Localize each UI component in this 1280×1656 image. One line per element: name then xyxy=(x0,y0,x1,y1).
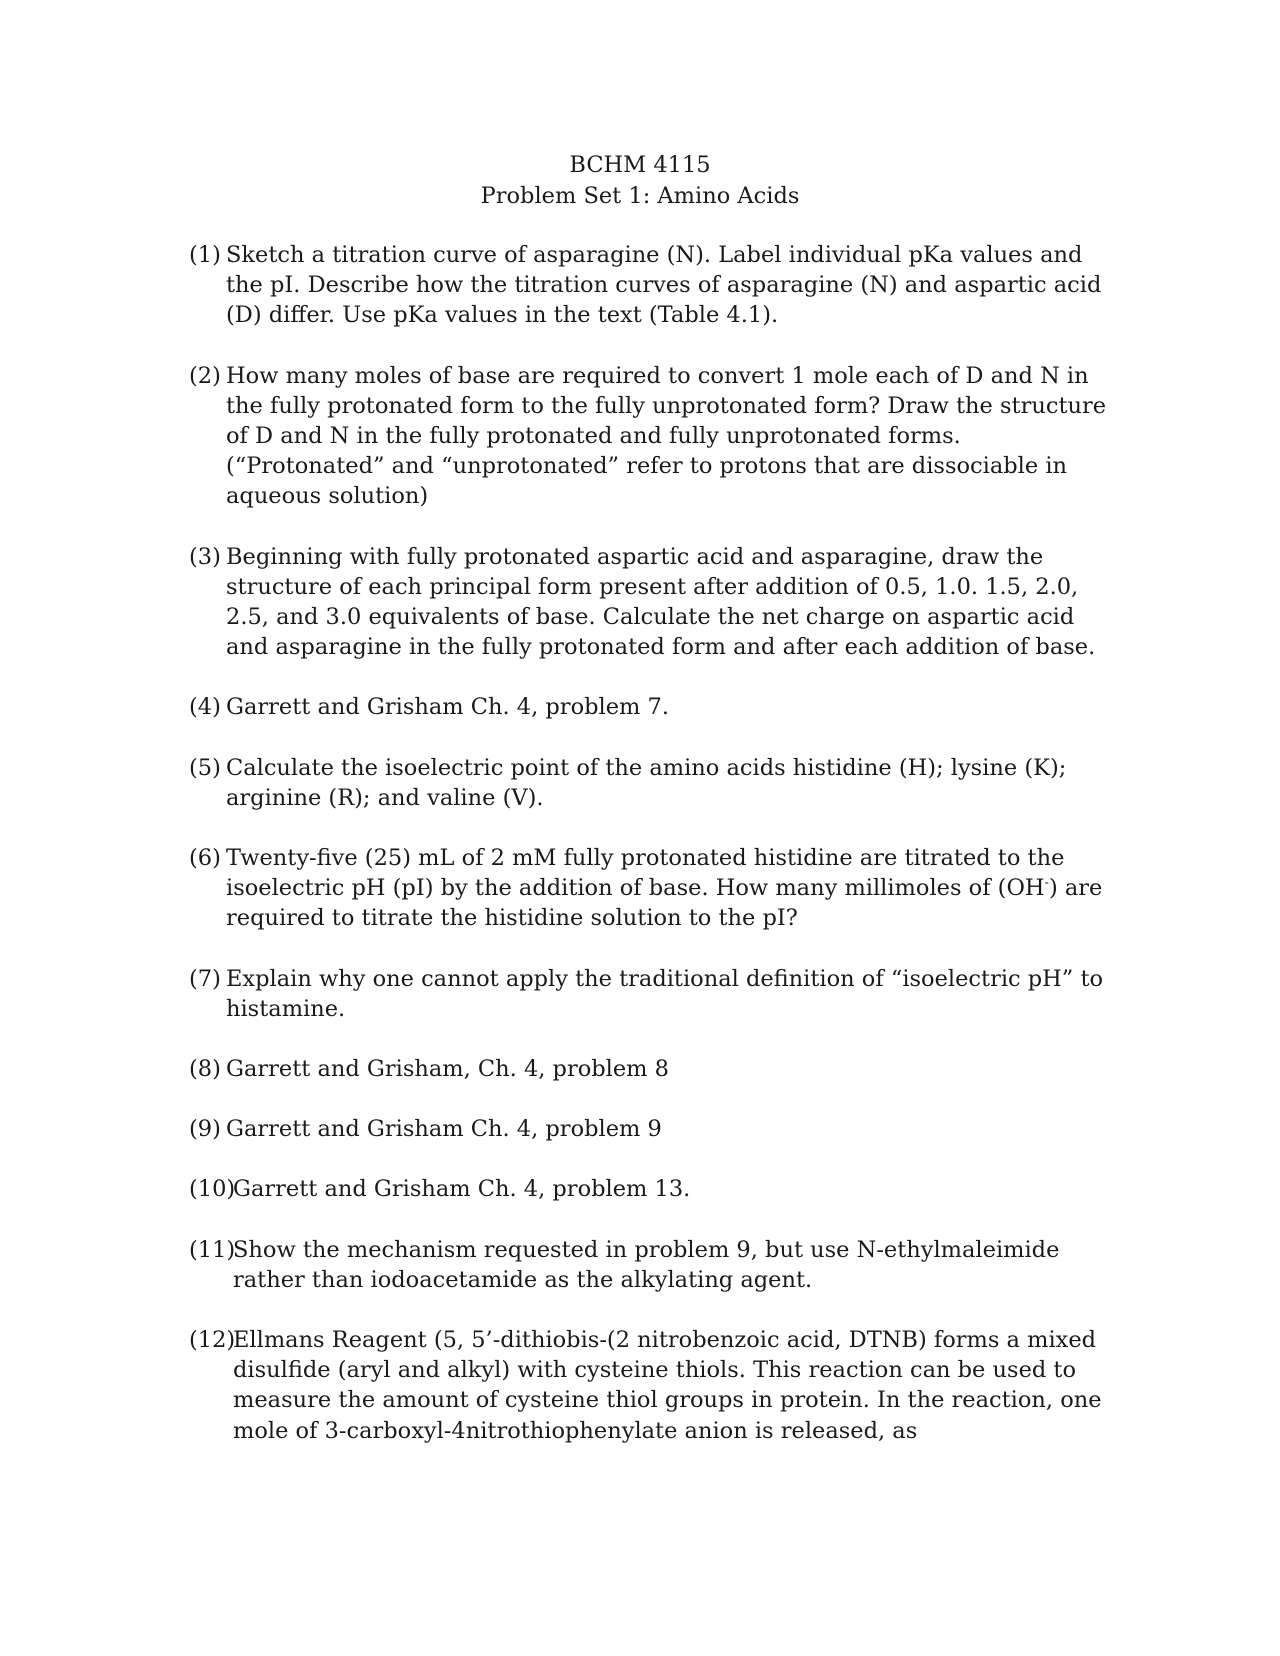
problem-item xyxy=(189,1325,1109,1446)
problem-item xyxy=(189,1114,1109,1144)
problem-item xyxy=(189,1235,1109,1295)
problem-text: Ellmans Reagent (5, 5’-dithiobis-(2 nitrobenzoic acid, DTNB) forms a mixed disulfide (aryl and alkyl) with cysteine thiols. This reaction can be used to measure the amount of cysteine thiol groups in protein. In the reaction, one mole of 3-carboxyl-4nitrothiophenylate anion is released, as xyxy=(233,1327,1102,1444)
problem-item xyxy=(189,753,1109,813)
problem-number: (12) xyxy=(189,1327,236,1354)
problem-text: Garrett and Grisham Ch. 4, problem 13. xyxy=(233,1176,691,1203)
problem-text: Garrett and Grisham Ch. 4, problem 9 xyxy=(226,1116,662,1143)
problem-text: Beginning with fully protonated aspartic acid and asparagine, draw the structure of each principal form present after addition of 0.5, 1.0. 1.5, 2.0, 2.5, and 3.0 equivalents of base. Calculate the net charge on aspartic acid and asparagine in the fully protonated form and after each addition of base. xyxy=(226,543,1096,661)
problem-item xyxy=(189,240,1109,331)
problem-item xyxy=(189,1054,1109,1084)
problem-text: How many moles of base are required to convert 1 mole each of D and N in the fully protonated form to the fully unprotonated form? Draw the structure of D and N in the fully protonated and fully unprotonated forms. (“Protonated” and “unprotonated” refer to protons that are dissociable in aqueous solution) xyxy=(226,362,1107,510)
problem-text-part: Twenty-five (25) mL of 2 mM fully protonated histidine are titrated to the isoelectric pH (pI) by the addition of base. How many millimoles of (OH xyxy=(226,845,1065,902)
problem-text: Garrett and Grisham Ch. 4, problem 7. xyxy=(226,694,669,721)
problem-item xyxy=(189,542,1109,663)
problem-text xyxy=(226,843,1109,934)
superscript-minus: - xyxy=(1044,875,1049,891)
problem-text: Explain why one cannot apply the traditional definition of “isoelectric pH” to histamine. xyxy=(226,965,1104,1022)
problem-number: (10) xyxy=(189,1176,236,1203)
problem-number: (7) xyxy=(189,965,221,992)
problem-item xyxy=(189,361,1109,512)
problem-text: Garrett and Grisham, Ch. 4, problem 8 xyxy=(226,1056,669,1083)
problem-number: (11) xyxy=(189,1236,236,1263)
problem-set-title: Problem Set 1: Amino Acids xyxy=(480,183,800,209)
problem-item xyxy=(189,843,1109,934)
problem-number: (2) xyxy=(189,362,221,389)
problem-text: Sketch a titration curve of asparagine (N). Label individual pKa values and the pI. Describe how the titration curves of asparagine (N) and aspartic acid (D) differ. Use pKa values in the text (Table 4.1). xyxy=(226,242,1102,329)
problem-item xyxy=(189,964,1109,1024)
course-code: BCHM 4115 xyxy=(569,152,711,178)
problem-number: (3) xyxy=(189,543,221,570)
problem-item xyxy=(189,1174,1109,1204)
problem-list xyxy=(189,240,1109,1476)
problem-text-part: ) are required to titrate the histidine solution to the pI? xyxy=(226,875,1103,932)
problem-number: (9) xyxy=(189,1116,221,1143)
problem-number: (1) xyxy=(189,242,221,268)
problem-number: (6) xyxy=(189,845,221,872)
problem-item xyxy=(189,692,1109,722)
problem-number: (8) xyxy=(189,1056,221,1083)
problem-number: (5) xyxy=(189,754,221,781)
document-header xyxy=(0,150,1280,212)
problem-number: (4) xyxy=(189,694,221,721)
problem-text: Show the mechanism requested in problem 9, but use N-ethylmaleimide rather than iodoacetamide as the alkylating agent. xyxy=(233,1236,1060,1293)
problem-text: Calculate the isoelectric point of the amino acids histidine (H); lysine (K); arginine (R); and valine (V). xyxy=(226,754,1067,811)
